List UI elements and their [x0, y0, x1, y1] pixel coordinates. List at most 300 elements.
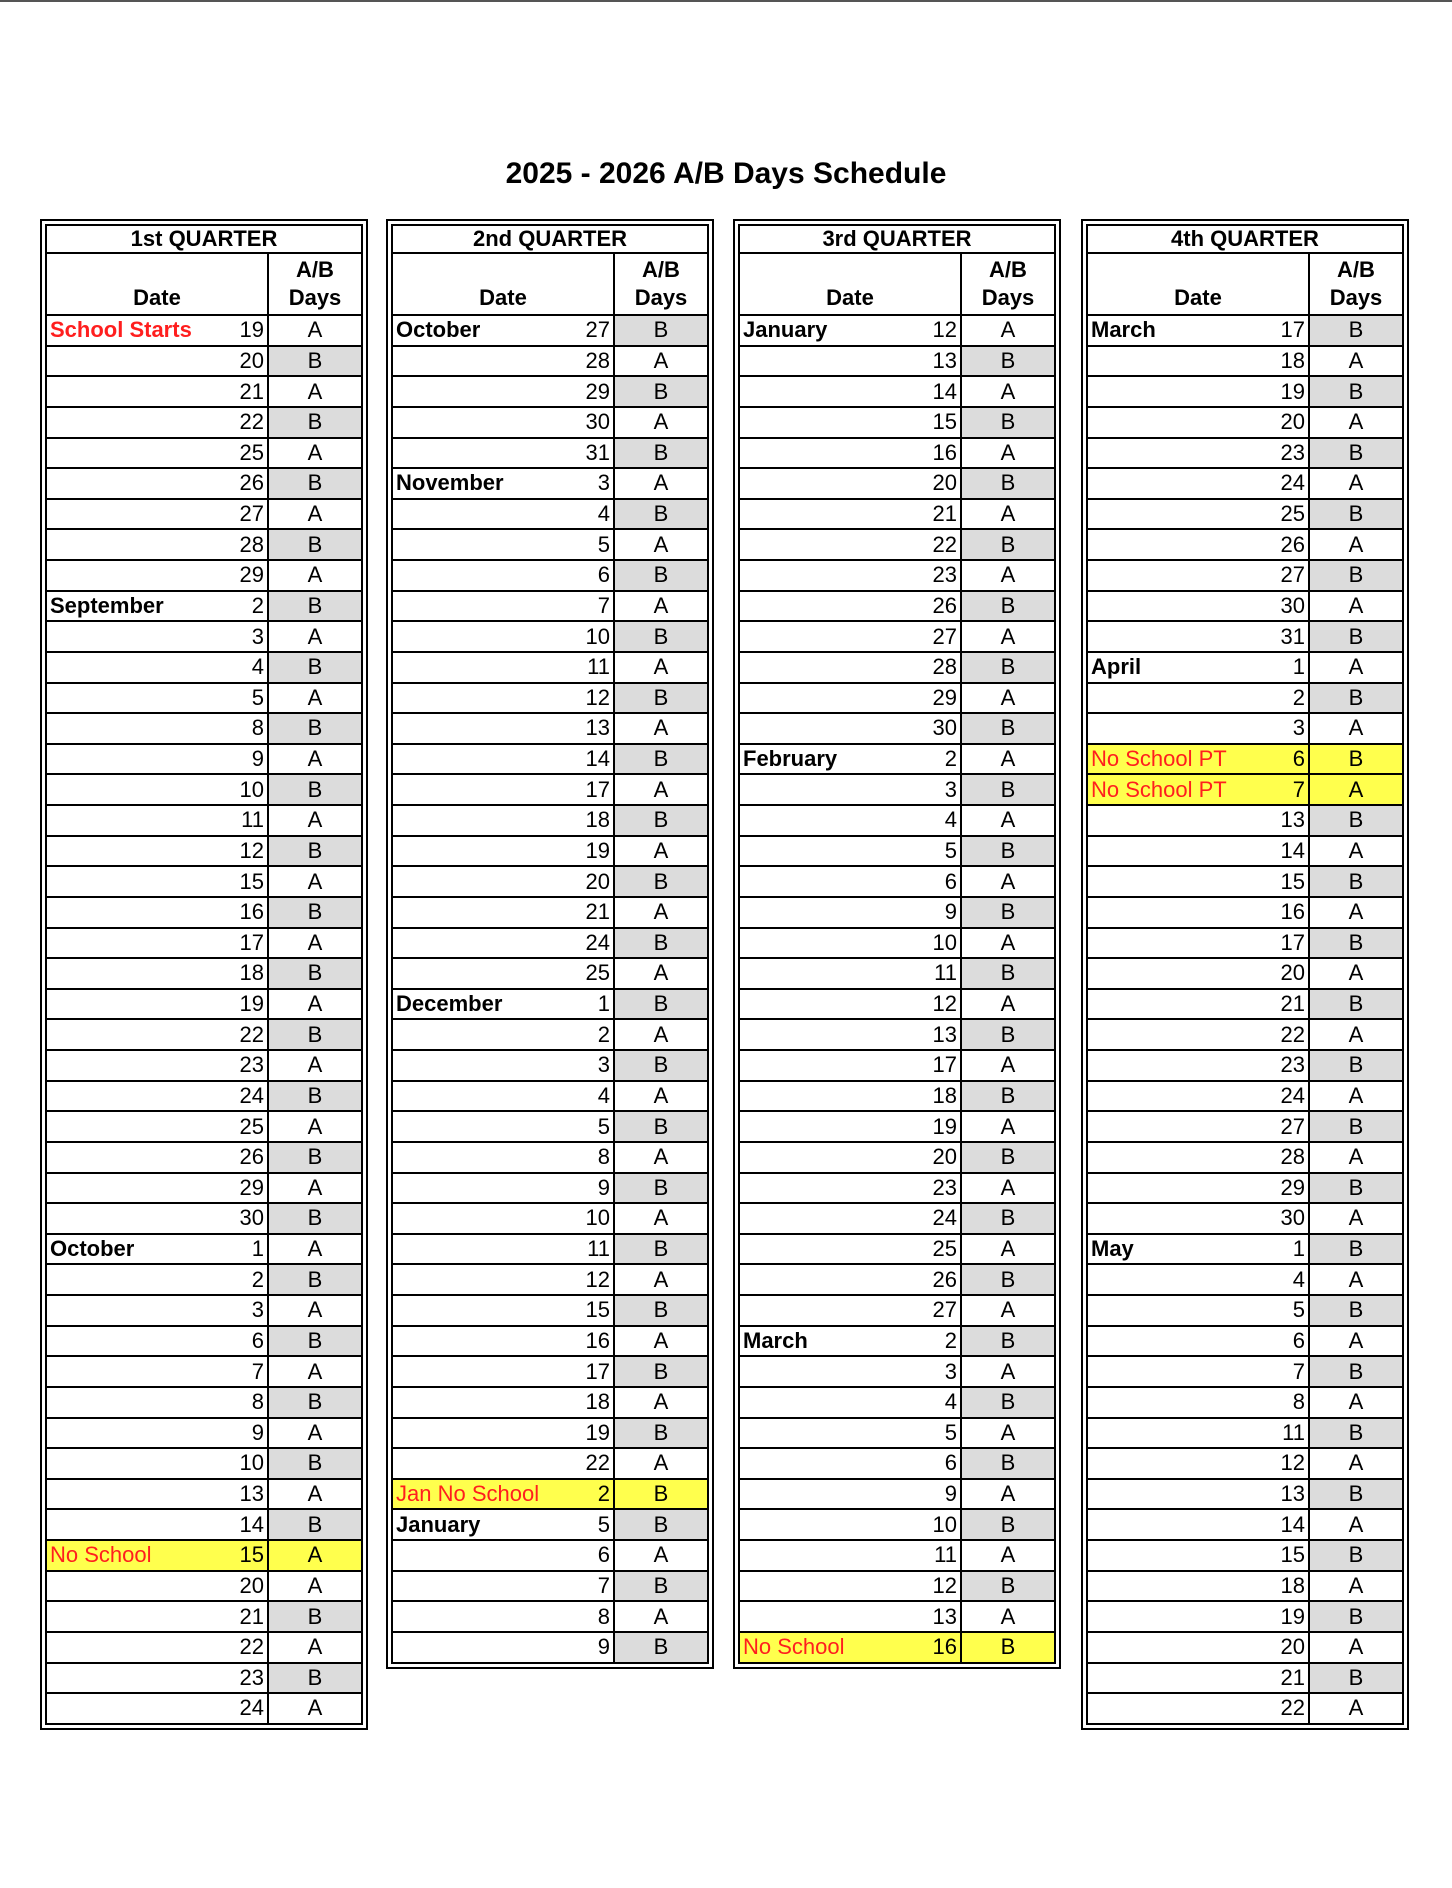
table-row: [739, 989, 1055, 1020]
date-label-cell: [392, 652, 558, 683]
date-label-cell: [1087, 958, 1253, 989]
ab-day-value: B: [268, 1203, 362, 1234]
ab-day-value: A: [961, 928, 1055, 959]
table-row: [46, 1571, 362, 1602]
table-row: [392, 683, 708, 714]
table-row: [46, 1111, 362, 1142]
table-row: [739, 1387, 1055, 1418]
day-number: 4: [905, 1387, 961, 1418]
date-label-cell: [1087, 1142, 1253, 1173]
day-number: 5: [1253, 1295, 1309, 1326]
date-label-cell: [1087, 897, 1253, 928]
ab-day-value: B: [614, 499, 708, 530]
table-row: [1087, 652, 1403, 683]
date-label-cell: [46, 1418, 212, 1449]
table-row: [392, 866, 708, 897]
date-label-cell: [1087, 1203, 1253, 1234]
day-number: 15: [212, 866, 268, 897]
day-number: 23: [212, 1050, 268, 1081]
day-number: 2: [212, 1264, 268, 1295]
date-label-cell: [392, 1234, 558, 1265]
ab-day-value: A: [961, 1601, 1055, 1632]
day-number: 13: [905, 1019, 961, 1050]
ab-day-value: B: [1309, 1050, 1403, 1081]
quarter-4-table: [1081, 219, 1409, 1730]
month-label: October: [50, 1236, 135, 1262]
ab-day-value: A: [961, 499, 1055, 530]
date-label-cell: [739, 1632, 905, 1663]
ab-day-value: B: [268, 1081, 362, 1112]
table-row: [1087, 805, 1403, 836]
date-label-cell: [739, 928, 905, 959]
day-number: 20: [1253, 1632, 1309, 1663]
table-row: [739, 866, 1055, 897]
ab-day-value: A: [614, 468, 708, 499]
ab-day-value: B: [614, 1356, 708, 1387]
table-row: [46, 897, 362, 928]
schedule-table: [45, 224, 363, 1725]
ab-day-value: A: [1309, 958, 1403, 989]
ab-day-value: B: [1309, 376, 1403, 407]
day-number: 6: [212, 1326, 268, 1357]
date-label-cell: [739, 1142, 905, 1173]
date-label-cell: [1087, 1418, 1253, 1449]
day-number: 24: [905, 1203, 961, 1234]
date-label-cell: [739, 438, 905, 469]
ab-day-value: B: [614, 1173, 708, 1204]
table-row: [392, 1448, 708, 1479]
ab-day-value: B: [614, 376, 708, 407]
table-row: [46, 468, 362, 499]
date-label-cell: [739, 989, 905, 1020]
date-label-cell: [1087, 683, 1253, 714]
day-number: 11: [1253, 1418, 1309, 1449]
ab-day-value: B: [1309, 1234, 1403, 1265]
day-number: 3: [905, 774, 961, 805]
day-number: 17: [558, 774, 614, 805]
date-label-cell: [46, 1387, 212, 1418]
date-label-cell: [739, 1509, 905, 1540]
date-label-cell: [1087, 1632, 1253, 1663]
table-row: [739, 928, 1055, 959]
ab-day-value: B: [614, 315, 708, 346]
quarter-1-table: [40, 219, 368, 1730]
day-number: 6: [1253, 744, 1309, 775]
day-number: 20: [212, 1571, 268, 1602]
day-number: 3: [558, 1050, 614, 1081]
date-label-cell: [739, 1203, 905, 1234]
date-label-cell: [46, 1663, 212, 1694]
day-number: 6: [558, 560, 614, 591]
page-title: 2025 - 2026 A/B Days Schedule: [505, 157, 947, 190]
date-label-cell: [392, 1173, 558, 1204]
table-row: [1087, 989, 1403, 1020]
ab-day-value: B: [614, 1418, 708, 1449]
date-label-cell: [739, 1601, 905, 1632]
ab-day-value: B: [268, 1387, 362, 1418]
date-label-cell: [392, 805, 558, 836]
table-row: [1087, 529, 1403, 560]
ab-day-value: B: [1309, 744, 1403, 775]
day-number: 25: [212, 438, 268, 469]
ab-day-value: A: [614, 713, 708, 744]
day-number: 27: [212, 499, 268, 530]
ab-header-line1: A/B: [1337, 257, 1375, 282]
date-label-cell: [739, 499, 905, 530]
date-label-cell: [392, 315, 558, 346]
table-row: [1087, 1418, 1403, 1449]
table-row: [739, 499, 1055, 530]
date-label-cell: [739, 1019, 905, 1050]
ab-day-value: A: [614, 1387, 708, 1418]
ab-day-value: A: [961, 744, 1055, 775]
table-row: [739, 1264, 1055, 1295]
date-label-cell: [46, 499, 212, 530]
ab-day-value: A: [961, 376, 1055, 407]
date-label-cell: [739, 376, 905, 407]
ab-day-value: A: [268, 805, 362, 836]
day-number: 11: [212, 805, 268, 836]
day-number: 21: [212, 376, 268, 407]
date-label-cell: [1087, 407, 1253, 438]
ab-day-value: A: [961, 1540, 1055, 1571]
ab-day-value: A: [268, 866, 362, 897]
table-row: [739, 897, 1055, 928]
date-label-cell: [739, 560, 905, 591]
day-number: 8: [212, 1387, 268, 1418]
day-number: 25: [905, 1234, 961, 1265]
table-row: [739, 1142, 1055, 1173]
date-label-cell: [46, 928, 212, 959]
top-rule: [0, 0, 1452, 2]
ab-day-value: A: [614, 774, 708, 805]
ab-day-value: A: [1309, 346, 1403, 377]
table-row: [392, 744, 708, 775]
ab-day-value: B: [1309, 315, 1403, 346]
table-row: [46, 1295, 362, 1326]
table-row: [739, 591, 1055, 622]
day-number: 7: [1253, 774, 1309, 805]
date-label-cell: [739, 1540, 905, 1571]
ab-day-value: B: [961, 591, 1055, 622]
day-number: 17: [212, 928, 268, 959]
table-row: [392, 346, 708, 377]
ab-day-value: B: [1309, 560, 1403, 591]
date-column-header: Date: [46, 253, 268, 315]
table-row: [46, 1509, 362, 1540]
table-row: [1087, 499, 1403, 530]
date-label-cell: [1087, 805, 1253, 836]
date-label-cell: [392, 1295, 558, 1326]
date-label-cell: [392, 713, 558, 744]
table-row: [739, 621, 1055, 652]
day-number: 16: [905, 438, 961, 469]
table-row: [1087, 1387, 1403, 1418]
ab-day-value: A: [961, 1295, 1055, 1326]
day-number: 14: [905, 376, 961, 407]
day-number: 30: [1253, 591, 1309, 622]
ab-day-value: A: [614, 529, 708, 560]
day-number: 4: [558, 1081, 614, 1112]
ab-day-value: A: [614, 1326, 708, 1357]
table-row: [739, 315, 1055, 346]
no-school-note: No School PT: [1091, 776, 1227, 802]
date-label-cell: [392, 866, 558, 897]
ab-day-value: B: [614, 866, 708, 897]
ab-day-value: B: [961, 1203, 1055, 1234]
ab-day-value: A: [268, 928, 362, 959]
day-number: 4: [558, 499, 614, 530]
day-number: 14: [1253, 836, 1309, 867]
table-row: [392, 468, 708, 499]
month-label: April: [1091, 654, 1142, 680]
table-row: [739, 744, 1055, 775]
ab-day-value: A: [268, 989, 362, 1020]
ab-day-value: B: [614, 928, 708, 959]
table-row: [46, 774, 362, 805]
ab-day-value: A: [1309, 1203, 1403, 1234]
ab-day-value: A: [268, 376, 362, 407]
ab-day-value: B: [614, 1509, 708, 1540]
day-number: 22: [212, 1019, 268, 1050]
day-number: 3: [212, 1295, 268, 1326]
table-row: [739, 529, 1055, 560]
date-label-cell: [392, 1203, 558, 1234]
date-label-cell: [1087, 1571, 1253, 1602]
date-label-cell: [392, 1448, 558, 1479]
date-label-cell: [1087, 1019, 1253, 1050]
ab-day-value: B: [1309, 1111, 1403, 1142]
no-school-note: No School PT: [1091, 746, 1227, 772]
date-label-cell: [46, 866, 212, 897]
date-label-cell: [46, 591, 212, 622]
date-label-cell: [1087, 315, 1253, 346]
day-number: 24: [558, 928, 614, 959]
ab-day-value: B: [961, 774, 1055, 805]
ab-day-value: A: [614, 1601, 708, 1632]
day-number: 27: [905, 621, 961, 652]
ab-day-value: B: [268, 529, 362, 560]
table-row: [739, 1571, 1055, 1602]
date-label-cell: [739, 1479, 905, 1510]
table-row: [392, 805, 708, 836]
ab-day-value: A: [614, 1540, 708, 1571]
day-number: 24: [212, 1693, 268, 1724]
day-number: 18: [1253, 1571, 1309, 1602]
day-number: 13: [905, 346, 961, 377]
date-label-cell: [1087, 1326, 1253, 1357]
date-label-cell: [392, 836, 558, 867]
day-number: 9: [558, 1173, 614, 1204]
ab-day-value: A: [961, 315, 1055, 346]
ab-day-value: A: [614, 652, 708, 683]
date-label-cell: [1087, 774, 1253, 805]
ab-day-value: A: [1309, 897, 1403, 928]
table-row: [392, 1356, 708, 1387]
date-label-cell: [46, 1540, 212, 1571]
table-row: [739, 958, 1055, 989]
date-label-cell: [1087, 1387, 1253, 1418]
table-row: [392, 1019, 708, 1050]
table-row: [392, 529, 708, 560]
date-label-cell: [739, 407, 905, 438]
day-number: 12: [212, 836, 268, 867]
table-row: [46, 836, 362, 867]
date-label-cell: [392, 529, 558, 560]
ab-day-value: A: [1309, 468, 1403, 499]
ab-day-value: B: [268, 1448, 362, 1479]
table-row: [392, 774, 708, 805]
day-number: 17: [558, 1356, 614, 1387]
date-label-cell: [46, 468, 212, 499]
table-row: [46, 1601, 362, 1632]
day-number: 8: [1253, 1387, 1309, 1418]
table-row: [1087, 1081, 1403, 1112]
ab-day-value: B: [1309, 1418, 1403, 1449]
quarter-title: 1st QUARTER: [46, 225, 362, 253]
date-label-cell: [739, 1418, 905, 1449]
day-number: 23: [905, 1173, 961, 1204]
day-number: 3: [212, 621, 268, 652]
table-row: [392, 1632, 708, 1663]
day-number: 10: [212, 1448, 268, 1479]
ab-day-value: B: [268, 1142, 362, 1173]
table-row: [392, 560, 708, 591]
ab-day-value: A: [1309, 1081, 1403, 1112]
table-row: [392, 1050, 708, 1081]
day-number: 25: [558, 958, 614, 989]
day-number: 31: [1253, 621, 1309, 652]
ab-day-value: A: [614, 346, 708, 377]
day-number: 5: [212, 683, 268, 714]
ab-day-value: A: [614, 897, 708, 928]
month-label: September: [50, 592, 164, 618]
date-label-cell: [739, 958, 905, 989]
ab-day-value: B: [1309, 1540, 1403, 1571]
ab-day-value: B: [614, 1479, 708, 1510]
date-label-cell: [392, 346, 558, 377]
date-label-cell: [739, 1050, 905, 1081]
table-row: [1087, 621, 1403, 652]
date-label-cell: [392, 621, 558, 652]
day-number: 18: [905, 1081, 961, 1112]
date-label-cell: [46, 897, 212, 928]
ab-day-value: A: [268, 1050, 362, 1081]
ab-day-value: B: [614, 1295, 708, 1326]
day-number: 4: [212, 652, 268, 683]
ab-day-value: B: [1309, 989, 1403, 1020]
day-number: 11: [558, 652, 614, 683]
ab-day-value: A: [614, 407, 708, 438]
table-row: [1087, 1448, 1403, 1479]
ab-day-value: A: [1309, 1142, 1403, 1173]
day-number: 20: [1253, 958, 1309, 989]
day-number: 16: [1253, 897, 1309, 928]
month-label: March: [1091, 317, 1156, 343]
day-number: 19: [212, 989, 268, 1020]
table-row: [739, 1203, 1055, 1234]
date-label-cell: [1087, 1601, 1253, 1632]
table-row: [46, 989, 362, 1020]
ab-day-value: A: [614, 1448, 708, 1479]
ab-header-line2: Days: [1329, 285, 1383, 310]
table-row: [46, 529, 362, 560]
table-row: [392, 621, 708, 652]
date-label-cell: [739, 805, 905, 836]
date-label-cell: [46, 529, 212, 560]
ab-day-value: B: [614, 621, 708, 652]
ab-day-value: B: [268, 1019, 362, 1050]
ab-days-column-header: [1309, 253, 1403, 315]
table-row: [739, 376, 1055, 407]
date-label-cell: [1087, 1663, 1253, 1694]
table-row: [46, 1356, 362, 1387]
day-number: 15: [212, 1540, 268, 1571]
date-label-cell: [739, 1571, 905, 1602]
day-number: 15: [1253, 1540, 1309, 1571]
date-label-cell: [1087, 1050, 1253, 1081]
ab-day-value: A: [614, 958, 708, 989]
ab-day-value: B: [268, 591, 362, 622]
day-number: 30: [905, 713, 961, 744]
table-row: [392, 376, 708, 407]
table-row: [392, 315, 708, 346]
date-label-cell: [1087, 1479, 1253, 1510]
date-label-cell: [392, 468, 558, 499]
table-row: [46, 866, 362, 897]
ab-day-value: A: [961, 805, 1055, 836]
day-number: 9: [905, 1479, 961, 1510]
ab-day-value: B: [961, 836, 1055, 867]
day-number: 25: [212, 1111, 268, 1142]
date-label-cell: [392, 774, 558, 805]
day-number: 14: [1253, 1509, 1309, 1540]
table-row: [46, 1418, 362, 1449]
table-row: [739, 683, 1055, 714]
table-row: [1087, 1142, 1403, 1173]
date-label-cell: [1087, 1234, 1253, 1265]
ab-day-value: A: [1309, 1264, 1403, 1295]
table-row: [739, 1356, 1055, 1387]
date-label-cell: [46, 774, 212, 805]
date-label-cell: [392, 1111, 558, 1142]
ab-day-value: A: [961, 1356, 1055, 1387]
day-number: 22: [905, 529, 961, 560]
day-number: 5: [558, 529, 614, 560]
date-label-cell: [739, 1448, 905, 1479]
ab-day-value: B: [268, 468, 362, 499]
day-number: 30: [558, 407, 614, 438]
date-label-cell: [46, 683, 212, 714]
ab-day-value: B: [961, 1019, 1055, 1050]
table-row: [46, 1173, 362, 1204]
table-row: [1087, 1264, 1403, 1295]
day-number: 29: [212, 560, 268, 591]
table-row: [739, 1295, 1055, 1326]
ab-day-value: B: [268, 713, 362, 744]
ab-day-value: A: [1309, 1387, 1403, 1418]
date-label-cell: [46, 652, 212, 683]
date-label-cell: [392, 591, 558, 622]
quarter-3-table: [733, 219, 1061, 1669]
date-label-cell: [392, 928, 558, 959]
table-row: [1087, 1203, 1403, 1234]
table-row: [739, 407, 1055, 438]
table-row: [392, 591, 708, 622]
date-label-cell: [392, 1050, 558, 1081]
ab-day-value: B: [961, 1632, 1055, 1663]
ab-header-line2: Days: [981, 285, 1035, 310]
